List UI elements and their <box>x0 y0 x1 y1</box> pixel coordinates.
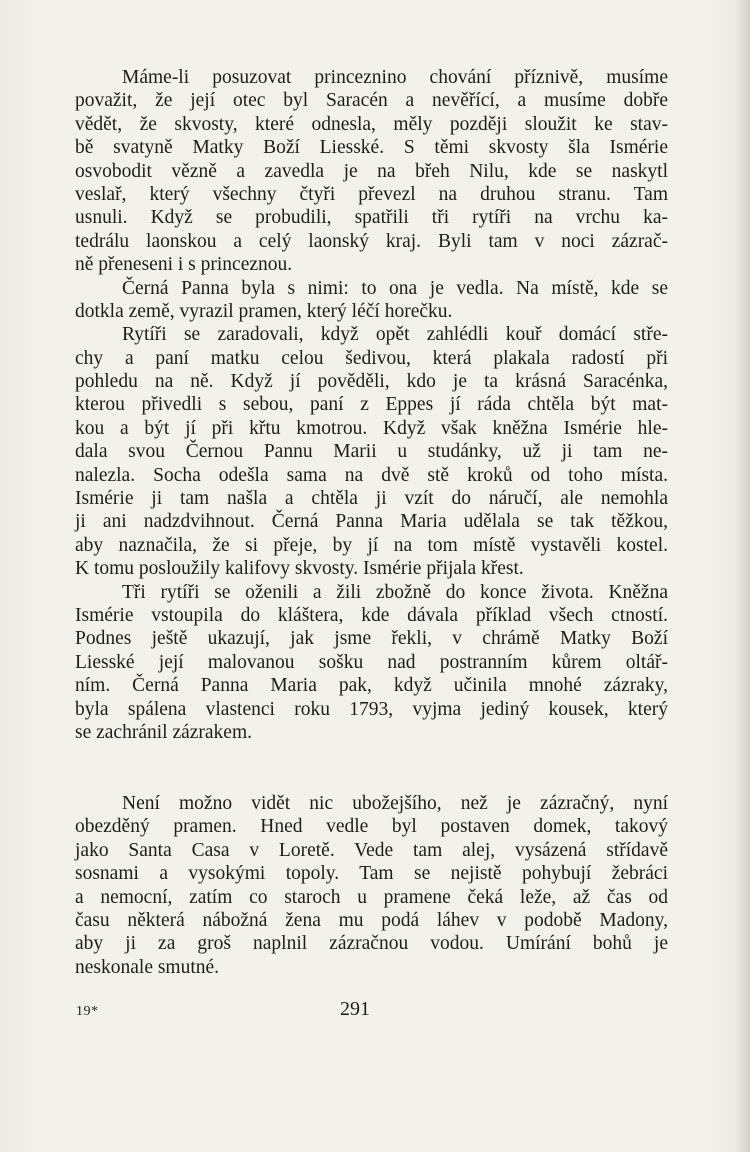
text-line: byla spálena vlastenci roku 1793, vyjma jediný kousek, který <box>75 698 668 720</box>
text-block-main <box>75 66 668 744</box>
text-line: K tomu posloužily kalifovy skvosty. Ismérie přijala křest. <box>75 558 524 580</box>
paragraph <box>75 581 668 745</box>
printer-signature: 19* <box>76 1004 99 1019</box>
text-line: kterou přivedli s sebou, paní z Eppes jí ráda chtěla být mat- <box>75 394 668 416</box>
text-line: Máme-li posuzovat princeznino chování příznivě, musíme <box>122 67 668 88</box>
page-number: 291 <box>340 998 370 1020</box>
text-line: tedrálu laonskou a celý laonský kraj. Byli tam v noci zázrač- <box>75 230 668 252</box>
text-line: kou a být jí při křtu kmotrou. Když však kněžna Ismérie hle- <box>75 417 668 439</box>
text-line: Podnes ještě ukazují, jak jsme řekli, v chrámě Matky Boží <box>75 628 668 650</box>
text-line: obezděný pramen. Hned vedle byl postaven domek, takový <box>75 816 668 838</box>
text-line: Liesské její malovanou sošku nad postranním kůrem oltář- <box>75 651 668 673</box>
page-footer <box>0 998 750 1028</box>
paragraph <box>75 277 668 324</box>
text-line: ji ani nadzdvihnout. Černá Panna Maria udělala se tak těžkou, <box>75 511 668 533</box>
text-line: času některá nábožná žena mu podá láhev v podobě Madony, <box>75 909 668 931</box>
text-line: aby naznačila, že si přeje, by jí na tom místě vystavěli kostel. <box>75 534 668 556</box>
text-line: neskonale smutné. <box>75 956 220 978</box>
text-line: vědět, že skvosty, které odnesla, měly později sloužit ke stav- <box>75 113 668 135</box>
text-line: ním. Černá Panna Maria pak, když učinila mnohé zázraky, <box>75 675 668 697</box>
text-line: bě svatyně Matky Boží Liesské. S těmi skvosty šla Ismérie <box>75 137 668 159</box>
paragraph <box>75 792 668 979</box>
paragraph <box>75 323 668 580</box>
text-line: usnuli. Když se probudili, spatřili tři rytíři na vrchu ka- <box>75 207 668 229</box>
text-line: dotkla země, vyrazil pramen, který léčí horečku. <box>75 300 453 322</box>
text-line: a nemocní, zatím co staroch u pramene čeká leže, až čas od <box>75 886 668 908</box>
text-line: veslař, který všechny čtyři převezl na druhou stranu. Tam <box>75 183 668 205</box>
text-line: chy a paní matku celou šedivou, která plakala radostí při <box>75 347 668 369</box>
text-line: Tři rytíři se oženili a žili zbožně do konce života. Kněžna <box>122 581 668 603</box>
text-line: sosnami a vysokými topoly. Tam se nejistě pohybují žebráci <box>75 863 668 885</box>
text-line: jako Santa Casa v Loretě. Vede tam alej, vysázená střídavě <box>75 839 668 861</box>
text-line: nalezla. Socha odešla sama na dvě stě kroků od toho místa. <box>75 464 668 486</box>
text-line: Černá Panna byla s nimi: to ona je vedla. Na místě, kde se <box>122 277 668 299</box>
text-block-final <box>75 792 668 979</box>
text-line: považit, že její otec byl Saracén a nevěřící, a musíme dobře <box>75 90 668 112</box>
paragraph <box>75 66 668 277</box>
page-edge-shadow <box>736 0 750 1152</box>
text-line: Ismérie vstoupila do kláštera, kde dávala příklad všech ctností. <box>75 604 668 626</box>
text-line: osvobodit vězně a zavedla je na břeh Nilu, kde se naskytl <box>75 160 668 182</box>
text-line: Není možno vidět nic ubožejšího, než je zázračný, nyní <box>122 793 668 814</box>
text-line: se zachránil zázrakem. <box>75 721 253 743</box>
text-line: dala svou Černou Pannu Marii u studánky, už ji tam ne- <box>75 441 668 463</box>
text-line: Rytíři se zaradovali, když opět zahlédli kouř domácí stře- <box>122 324 668 346</box>
text-line: aby ji za groš naplnil zázračnou vodou. Umírání bohů je <box>75 933 668 955</box>
text-line: ně přeneseni i s princeznou. <box>75 254 293 276</box>
text-line: Ismérie ji tam našla a chtěla ji vzít do náručí, ale nemohla <box>75 488 668 510</box>
text-line: pohledu na ně. Když jí pověděli, kdo je ta krásná Saracénka, <box>75 371 668 393</box>
